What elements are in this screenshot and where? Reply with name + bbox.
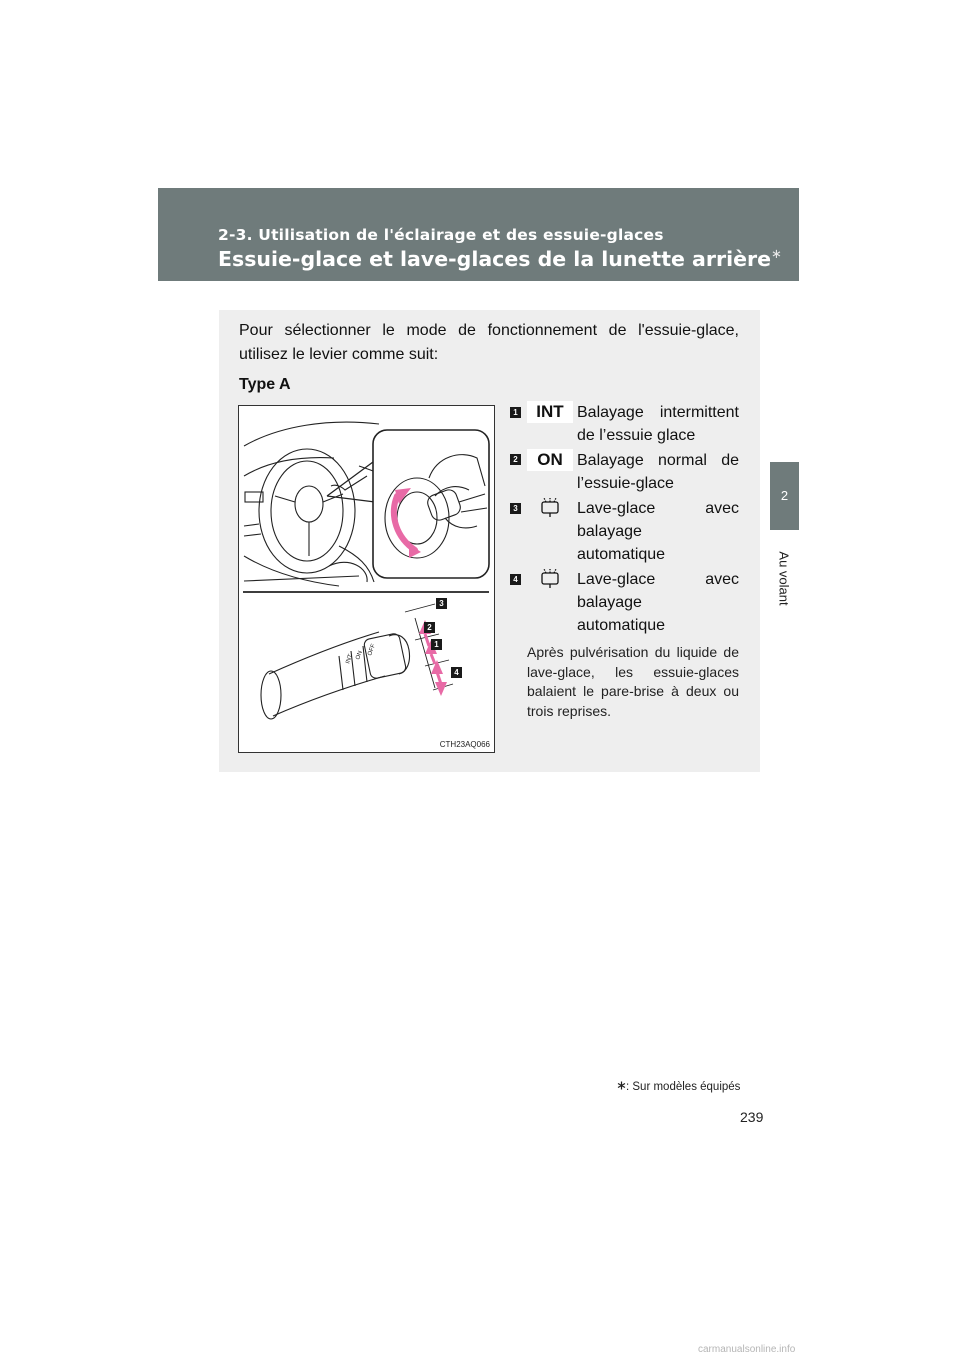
on-symbol: ON [527, 449, 573, 471]
chapter-header [158, 188, 799, 281]
asterisk-icon [617, 1081, 626, 1090]
wiper-lever-illustration [238, 405, 495, 753]
section-heading: 2-3. Utilisation de l'éclairage et des essuie-glaces [218, 226, 664, 244]
intro-text: Pour sélectionner le mode de fonctionnement de l'essuie-glace, utilisez le levier comme suit: [239, 322, 739, 363]
lever-drawing [239, 406, 494, 752]
item-desc-line: automatique [577, 546, 666, 563]
item-number: 1 [510, 407, 521, 418]
footnote [617, 1081, 740, 1093]
chapter-tab: 2 [770, 462, 799, 530]
page-title [218, 247, 782, 271]
lever-marking: INT [345, 653, 355, 665]
item-desc-line: balayage [577, 523, 642, 540]
page-number: 239 [740, 1109, 764, 1125]
item-desc-line: Balayage intermittent [577, 404, 739, 421]
watermark[interactable]: carmanualsonline.info [698, 1344, 796, 1355]
rear-washer-icon [539, 568, 561, 590]
figure-callout-2: 2 [424, 622, 435, 633]
note-text: Après pulvérisation du liquide de lave-glace, les essuie-glaces balaient le pare-brise à deux ou trois reprises. [527, 644, 739, 719]
item-desc-line: l’essuie-glace [577, 475, 674, 492]
lever-marking: OFF [367, 643, 377, 657]
item-desc-line: balayage [577, 594, 642, 611]
rear-washer-icon [539, 497, 561, 519]
lever-marking: ON [355, 650, 364, 661]
equipment-mark: ∗ [771, 247, 782, 262]
figure-callout-3: 3 [436, 598, 447, 609]
chapter-label-text: Au volant [776, 550, 792, 606]
footnote-text: : Sur modèles équipés [626, 1081, 741, 1093]
item-number: 4 [510, 574, 521, 585]
figure-callout-1: 1 [431, 639, 442, 650]
item-desc-line: Balayage normal de [577, 452, 739, 469]
figure-code: CTH23AQ066 [439, 740, 490, 749]
page-title-text: Essuie-glace et lave-glaces de la lunette arrière [218, 247, 772, 271]
figure-callout-4: 4 [451, 667, 462, 678]
item-number: 3 [510, 503, 521, 514]
type-label: Type A [239, 376, 291, 393]
item-desc-line: Lave-glace avec [577, 571, 739, 588]
item-desc-line: automatique [577, 617, 666, 634]
chapter-label [769, 538, 799, 618]
item-number: 2 [510, 454, 521, 465]
item-desc-line: de l’essuie glace [577, 427, 696, 444]
int-symbol: INT [527, 401, 573, 423]
item-desc-line: Lave-glace avec [577, 500, 739, 517]
